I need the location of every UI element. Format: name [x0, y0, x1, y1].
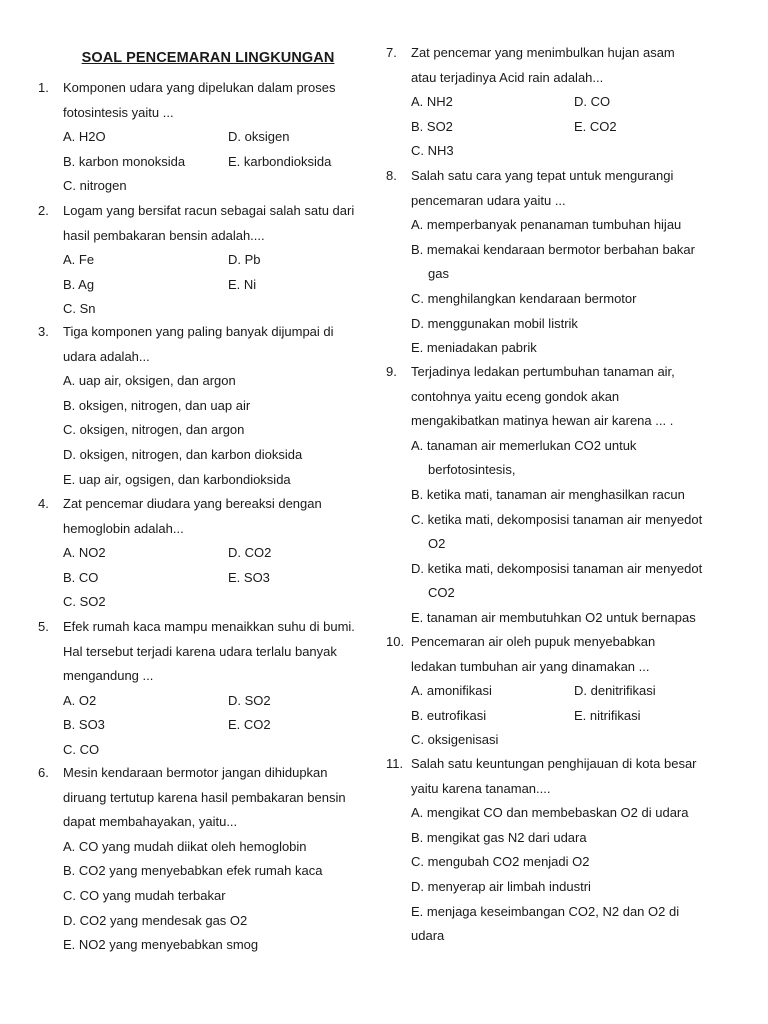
question-text: mengandung ...	[63, 668, 154, 684]
option-b: B. memakai kendaraan bermotor berbahan bakar	[411, 241, 695, 257]
question-text: ledakan tumbuhan air yang dinamakan ...	[411, 658, 650, 674]
question-number: 8.	[386, 168, 397, 183]
question-number: 1.	[38, 80, 49, 95]
question-9	[386, 360, 702, 631]
question-text: hasil pembakaran bensin adalah....	[63, 227, 265, 243]
option-e: E. CO2	[574, 118, 617, 134]
question-text: Pencemaran air oleh pupuk menyebabkan	[411, 634, 656, 649]
option-d-continued: CO2	[428, 585, 455, 601]
question-text: Terjadinya ledakan pertumbuhan tanaman air,	[411, 364, 675, 379]
option-e: E. tanaman air membutuhkan O2 untuk bernapas	[411, 609, 696, 625]
option-d: D. ketika mati, dekomposisi tanaman air menyedot	[411, 560, 703, 576]
option-d: D. CO	[574, 94, 611, 110]
option-c: C. mengubah CO2 menjadi O2	[411, 854, 590, 870]
option-a-continued: berfotosintesis,	[428, 462, 516, 478]
option-e: E. nitrifikasi	[574, 707, 641, 723]
option-b: B. mengikat gas N2 dari udara	[411, 829, 587, 845]
question-number: 6.	[38, 765, 49, 780]
option-b-continued: gas	[428, 266, 449, 282]
option-d: D. menyerap air limbah industri	[411, 878, 591, 894]
option-c: C. nitrogen	[63, 178, 127, 194]
question-number: 7.	[386, 45, 397, 60]
question-text: Efek rumah kaca mampu menaikkan suhu di bumi.	[63, 619, 355, 634]
option-b: B. CO2 yang menyebabkan efek rumah kaca	[63, 863, 323, 879]
option-d: D. CO2 yang mendesak gas O2	[63, 912, 248, 928]
question-text: udara adalah...	[63, 348, 150, 364]
question-text: atau terjadinya Acid rain adalah...	[411, 69, 604, 85]
question-text: fotosintesis yaitu ...	[63, 104, 174, 120]
option-a: A. memperbanyak penanaman tumbuhan hijau	[411, 217, 682, 233]
option-b: B. Ag	[63, 276, 95, 292]
option-a: A. mengikat CO dan membebaskan O2 di udara	[411, 805, 689, 821]
question-text: pencemaran udara yaitu ...	[411, 192, 566, 208]
question-number: 2.	[38, 203, 49, 218]
question-1	[38, 76, 335, 199]
option-e: E. Ni	[228, 276, 257, 292]
option-b: B. SO3	[63, 717, 105, 733]
option-c: C. SO2	[63, 594, 106, 610]
option-c: C. CO yang mudah terbakar	[63, 887, 226, 903]
question-number: 3.	[38, 324, 49, 339]
option-a: A. tanaman air memerlukan CO2 untuk	[411, 437, 637, 453]
question-11	[386, 752, 697, 949]
option-c: C. menghilangkan kendaraan bermotor	[411, 290, 637, 306]
question-text: Salah satu keuntungan penghijauan di kota besar	[411, 756, 697, 771]
option-d: D. menggunakan mobil listrik	[411, 315, 578, 331]
question-text: hemoglobin adalah...	[63, 520, 184, 536]
option-a: A. CO yang mudah diikat oleh hemoglobin	[63, 838, 307, 854]
option-d: D. SO2	[228, 692, 271, 708]
question-2	[38, 199, 354, 322]
option-c: C. ketika mati, dekomposisi tanaman air menyedot	[411, 511, 703, 527]
question-number: 11.	[386, 756, 404, 771]
option-b: B. karbon monoksida	[63, 153, 186, 169]
option-d: D. denitrifikasi	[574, 683, 656, 699]
option-e: E. CO2	[228, 717, 271, 733]
option-a: A. H2O	[63, 129, 106, 145]
option-b: B. ketika mati, tanaman air menghasilkan racun	[411, 486, 685, 502]
question-text: Logam yang bersifat racun sebagai salah satu dari	[63, 203, 355, 218]
question-4	[38, 492, 322, 615]
option-e: E. NO2 yang menyebabkan smog	[63, 937, 259, 953]
question-text: contohnya yaitu eceng gondok akan	[411, 388, 620, 404]
option-e: E. SO3	[228, 569, 270, 585]
question-number: 5.	[38, 619, 49, 634]
option-a: A. uap air, oksigen, dan argon	[63, 373, 236, 389]
option-c: C. CO	[63, 741, 100, 757]
option-d: D. CO2	[228, 545, 272, 561]
option-b: B. CO	[63, 569, 99, 585]
question-number: 10.	[386, 634, 405, 649]
question-6	[38, 761, 346, 958]
question-number: 9.	[386, 364, 397, 379]
question-text: yaitu karena tanaman....	[411, 780, 551, 796]
question-text: Zat pencemar yang menimbulkan hujan asam	[411, 45, 675, 60]
question-text: Hal tersebut terjadi karena udara terlalu banyak	[63, 643, 337, 659]
option-d: D. Pb	[228, 252, 261, 268]
option-d: D. oksigen	[228, 129, 290, 145]
option-d: D. oksigen, nitrogen, dan karbon dioksida	[63, 446, 303, 462]
option-a: A. Fe	[63, 252, 95, 268]
option-a: A. amonifikasi	[411, 683, 492, 699]
question-number: 4.	[38, 496, 49, 511]
question-3	[38, 320, 334, 492]
option-a: A. NH2	[411, 94, 453, 110]
option-e: E. uap air, ogsigen, dan karbondioksida	[63, 471, 291, 487]
question-text: Mesin kendaraan bermotor jangan dihidupkan	[63, 765, 328, 780]
option-c-continued: O2	[428, 536, 446, 552]
option-a: A. O2	[63, 692, 97, 708]
option-c: C. oksigen, nitrogen, dan argon	[63, 422, 245, 438]
option-e: E. karbondioksida	[228, 153, 332, 169]
page-title: SOAL PENCEMARAN LINGKUNGAN	[81, 50, 335, 66]
question-text: Zat pencemar diudara yang bereaksi dengan	[63, 496, 322, 511]
option-b: B. eutrofikasi	[411, 707, 487, 723]
question-text: Tiga komponen yang paling banyak dijumpai di	[63, 324, 334, 339]
question-text: Salah satu cara yang tepat untuk mengurangi	[411, 168, 674, 183]
question-8	[386, 164, 695, 361]
option-e-continued: udara	[411, 928, 445, 944]
question-text: mengakibatkan matinya hewan air karena ... .	[411, 413, 674, 429]
option-b: B. SO2	[411, 118, 453, 134]
option-c: C. NH3	[411, 143, 454, 159]
option-e: E. menjaga keseimbangan CO2, N2 dan O2 di	[411, 903, 680, 919]
question-7	[386, 41, 675, 164]
option-e: E. meniadakan pabrik	[411, 340, 537, 356]
option-a: A. NO2	[63, 545, 106, 561]
question-text: Komponen udara yang dipelukan dalam proses	[63, 80, 336, 95]
option-c: C. oksigenisasi	[411, 732, 499, 748]
question-5	[38, 615, 355, 763]
option-b: B. oksigen, nitrogen, dan uap air	[63, 397, 251, 413]
question-text: diruang tertutup karena hasil pembakaran bensin	[63, 789, 346, 805]
option-c: C. Sn	[63, 301, 96, 317]
question-text: dapat membahayakan, yaitu...	[63, 814, 238, 830]
question-10	[386, 630, 656, 753]
